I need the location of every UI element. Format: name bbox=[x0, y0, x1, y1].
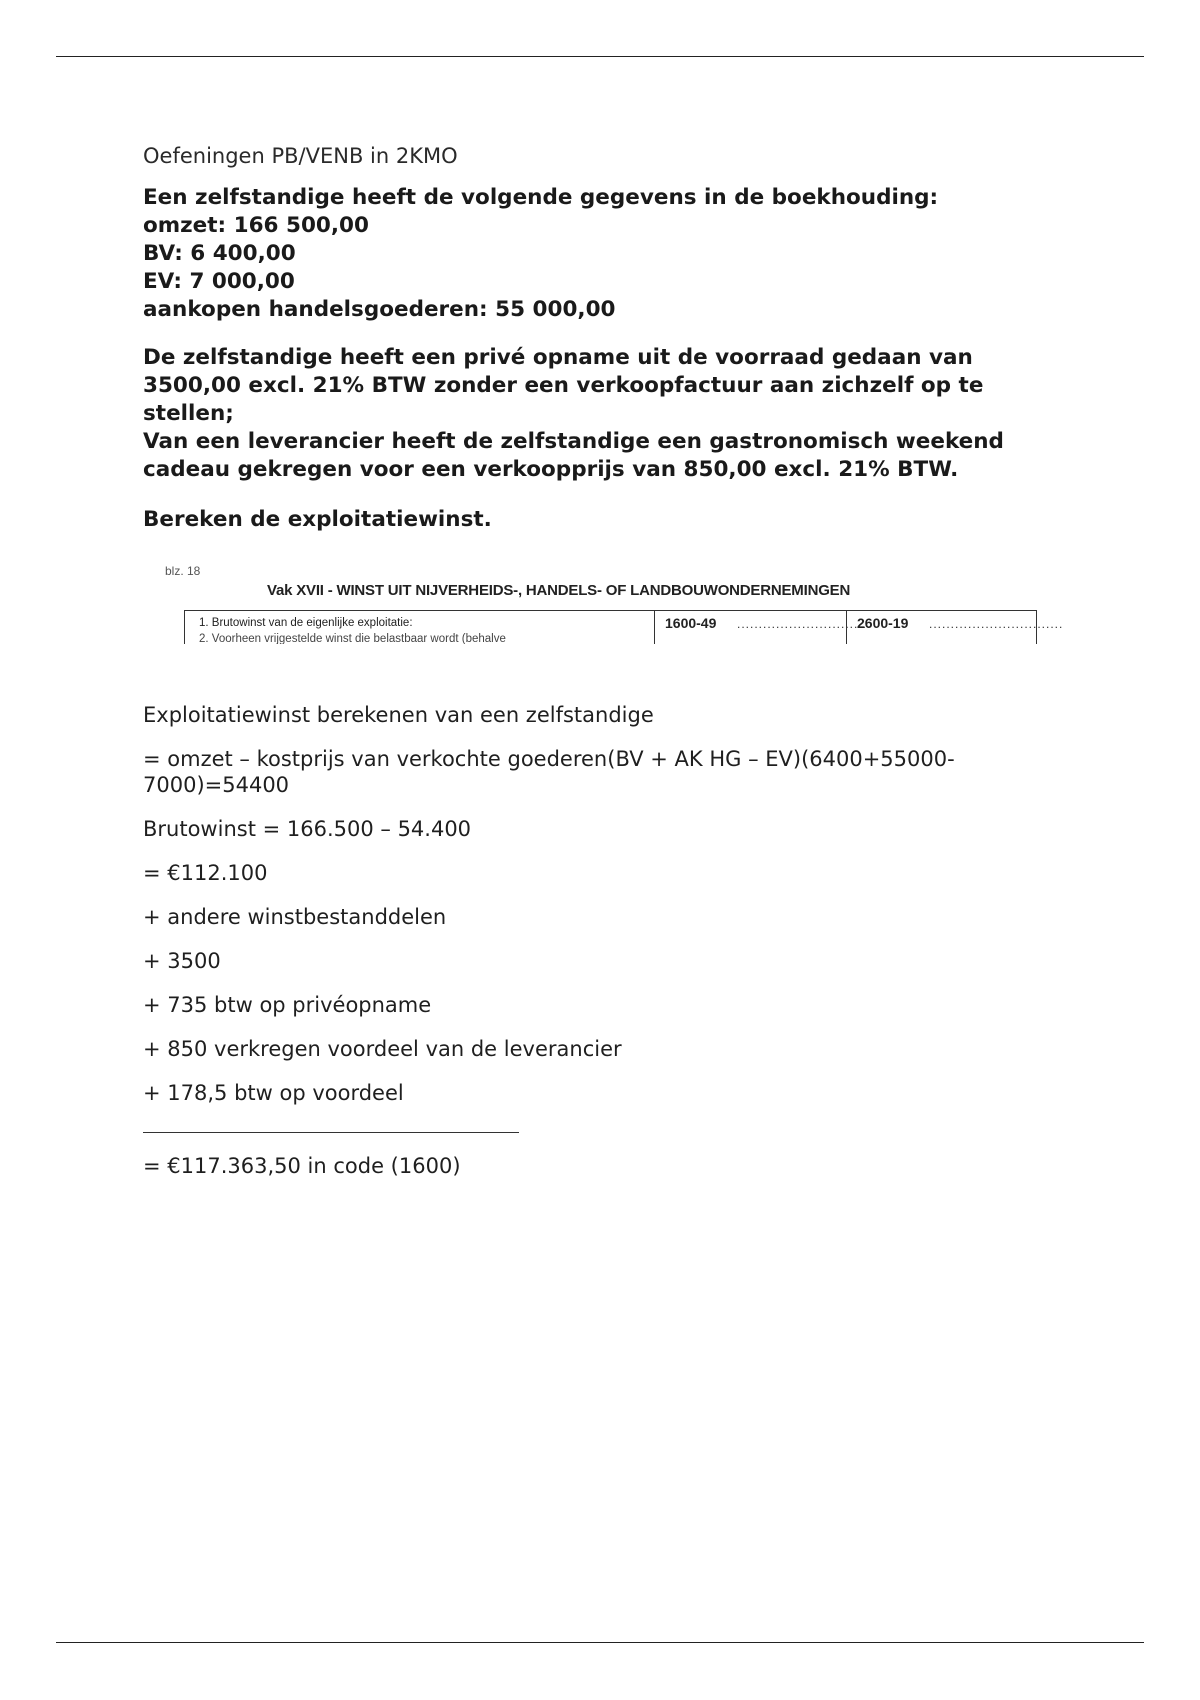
solution-line-part: 7000)=54400 bbox=[143, 773, 290, 797]
form-code-cell-a bbox=[655, 611, 872, 644]
given-data-block bbox=[143, 184, 1063, 324]
form-fill-dots: ............................... bbox=[929, 617, 1064, 631]
given-line: BV: 6 400,00 bbox=[143, 241, 296, 266]
task-block bbox=[143, 344, 1063, 484]
solution-line bbox=[143, 746, 1063, 798]
solution-heading: Exploitatiewinst berekenen van een zelfstandige bbox=[143, 703, 654, 727]
document-subject: Oefeningen PB/VENB in 2KMO bbox=[143, 144, 458, 168]
solution-line: + 3500 bbox=[143, 949, 221, 973]
given-line: aankopen handelsgoederen: 55 000,00 bbox=[143, 297, 616, 322]
solution-result: = €117.363,50 in code (1600) bbox=[143, 1154, 461, 1178]
solution-line: + 850 verkregen voordeel van de leverancier bbox=[143, 1037, 622, 1061]
sum-divider bbox=[143, 1132, 519, 1133]
task-line: stellen; bbox=[143, 401, 234, 426]
form-title: Vak XVII - WINST UIT NIJVERHEIDS-, HANDELS- OF LANDBOUWONDERNEMINGEN bbox=[267, 582, 851, 599]
form-page-number: blz. 18 bbox=[165, 564, 201, 578]
instruction: Bereken de exploitatiewinst. bbox=[143, 507, 492, 532]
form-code-cell-b bbox=[847, 611, 1064, 644]
solution-line: Brutowinst = 166.500 – 54.400 bbox=[143, 817, 472, 841]
solution-line: + 178,5 btw op voordeel bbox=[143, 1081, 404, 1105]
solution-block bbox=[143, 702, 1063, 1179]
document-body bbox=[143, 142, 1063, 1197]
given-line: EV: 7 000,00 bbox=[143, 269, 295, 294]
task-line: cadeau gekregen voor een verkoopprijs van 850,00 excl. 21% BTW. bbox=[143, 457, 959, 482]
task-line: De zelfstandige heeft een privé opname uit de voorraad gedaan van bbox=[143, 345, 973, 370]
form-row-label: 1. Brutowinst van de eigenlijke exploitatie: bbox=[199, 617, 413, 629]
given-line: omzet: 166 500,00 bbox=[143, 213, 369, 238]
form-fill-dots: ............................... bbox=[737, 617, 872, 631]
given-line: Een zelfstandige heeft de volgende gegevens in de boekhouding: bbox=[143, 185, 939, 210]
task-line: Van een leverancier heeft de zelfstandige een gastronomisch weekend bbox=[143, 429, 1004, 454]
footer-rule bbox=[56, 1642, 1144, 1643]
form-code-a: 1600-49 bbox=[665, 615, 717, 631]
header-rule bbox=[56, 56, 1144, 57]
form-code-b: 2600-19 bbox=[857, 615, 909, 631]
solution-line-part: = omzet – kostprijs van verkochte goederen(BV + AK HG – EV)(6400+55000- bbox=[143, 747, 955, 771]
tax-form-excerpt bbox=[155, 554, 1067, 644]
solution-line: + andere winstbestanddelen bbox=[143, 905, 447, 929]
solution-line: + 735 btw op privéopname bbox=[143, 993, 432, 1017]
form-row bbox=[184, 610, 1064, 644]
solution-line: = €112.100 bbox=[143, 861, 268, 885]
form-row-label-2: 2. Voorheen vrijgestelde winst die belastbaar wordt (behalve bbox=[199, 633, 506, 644]
task-line: 3500,00 excl. 21% BTW zonder een verkoopfactuur aan zichzelf op te bbox=[143, 373, 984, 398]
form-row-label-cell bbox=[185, 611, 655, 644]
